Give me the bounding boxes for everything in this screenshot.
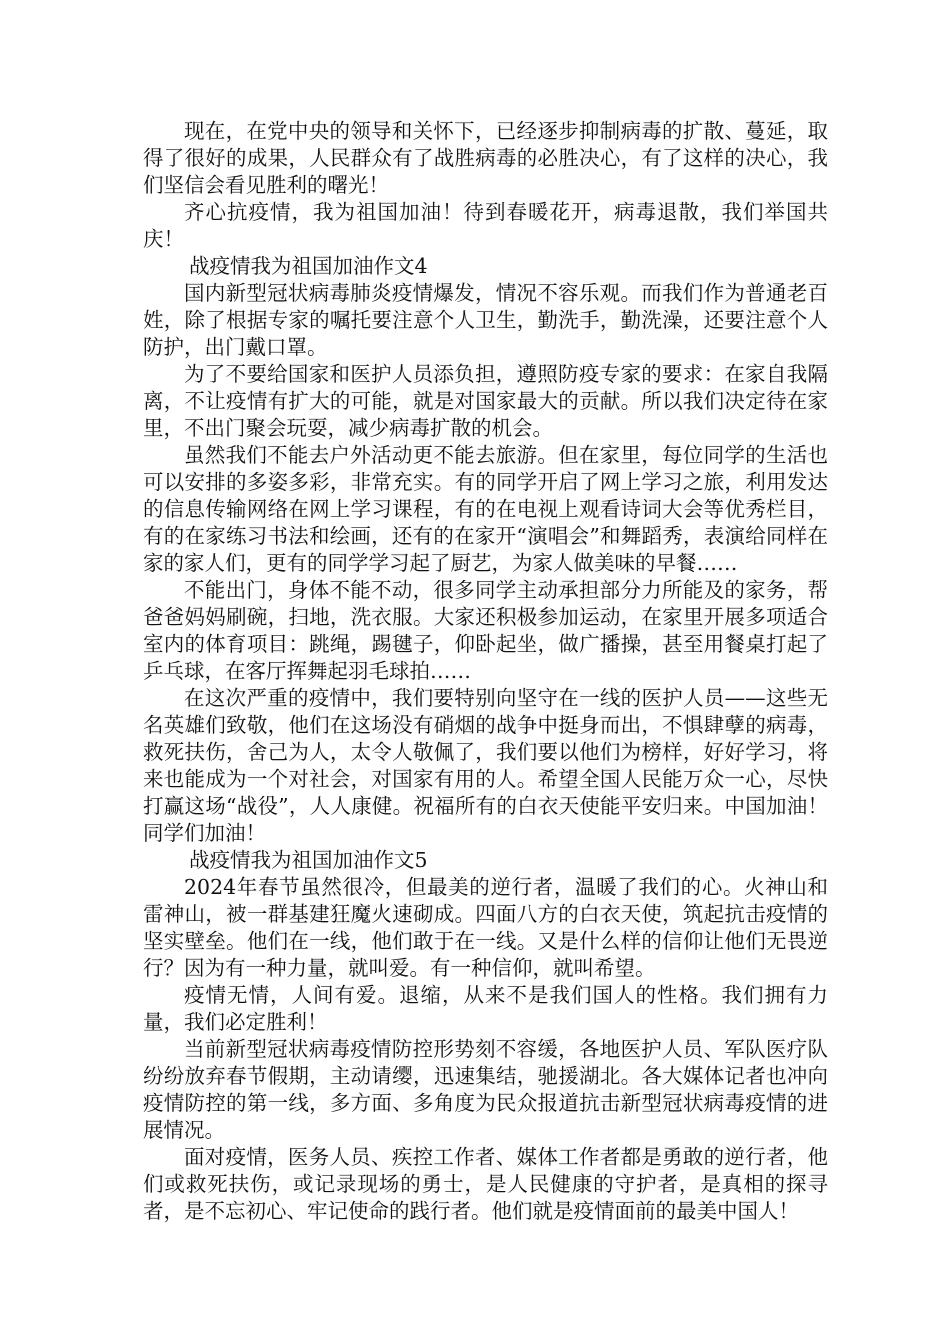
paragraph: 疫情无情，人间有爱。退缩，从来不是我们国人的性格。我们拥有力量，我们必定胜利！ xyxy=(143,983,828,1034)
paragraph: 2024年春节虽然很冷，但最美的逆行者，温暖了我们的心。火神山和雷神山，被一群基建狂魔火速砌成。四面八方的白衣天使，筑起抗击疫情的坚实壁垒。他们在一线，他们敢于在一线。又是什么样的信仰让他们无畏逆行？因为有一种力量，就叫爱。有一种信仰，就叫希望。 xyxy=(143,875,828,980)
paragraph: 当前新型冠状病毒疫情防控形势刻不容缓，各地医护人员、军队医疗队纷纷放弃春节假期，主动请缨，迅速集结，驰援湖北。各大媒体记者也冲向疫情防控的第一线，多方面、多角度为民众报道抗击新型冠状病毒疫情的进展情况。 xyxy=(143,1037,828,1142)
paragraph: 虽然我们不能去户外活动更不能去旅游。但在家里，每位同学的生活也可以安排的多姿多彩，非常充实。有的同学开启了网上学习之旅，利用发达的信息传输网络在网上学习课程，有的在电视上观看诗词大会等优秀栏目，有的在家练习书法和绘画，还有的在家开“演唱会”和舞蹈秀，表演给同样在家的家人们，更有的同学学习起了厨艺，为家人做美味的早餐…… xyxy=(143,443,828,575)
document-page xyxy=(143,118,828,1225)
paragraph: 在这次严重的疫情中，我们要特别向坚守在一线的医护人员——这些无名英雄们致敬，他们在这场没有硝烟的战争中挺身而出，不惧肆孽的病毒，救死扶伤，舍己为人，太令人敬佩了，我们要以他们为榜样，好好学习，将来也能成为一个对社会，对国家有用的人。希望全国人民能万众一心，尽快打赢这场“战役”，人人康健。祝福所有的白衣天使能平安归来。中国加油！同学们加油！ xyxy=(143,686,828,845)
paragraph: 不能出门，身体不能不动，很多同学主动承担部分力所能及的家务，帮爸爸妈妈刷碗，扫地，洗衣服。大家还积极参加运动，在家里开展多项适合室内的体育项目：跳绳，踢毽子，仰卧起坐，做广播操，甚至用餐桌打起了乒乓球，在客厅挥舞起羽毛球拍…… xyxy=(143,578,828,683)
paragraph: 为了不要给国家和医护人员添负担，遵照防疫专家的要求：在家自我隔离，不让疫情有扩大的可能，就是对国家最大的贡献。所以我们决定待在家里，不出门聚会玩耍，减少病毒扩散的机会。 xyxy=(143,362,828,440)
paragraph: 面对疫情，医务人员、疾控工作者、媒体工作者都是勇敢的逆行者，他们或救死扶伤，或记录现场的勇士，是人民健康的守护者，是真相的探寻者，是不忘初心、牢记使命的践行者。他们就是疫情面前的最美中国人！ xyxy=(143,1145,828,1223)
paragraph: 现在，在党中央的领导和关怀下，已经逐步抑制病毒的扩散、蔓延，取得了很好的成果，人民群众有了战胜病毒的必胜决心，有了这样的决心，我们坚信会看见胜利的曙光！ xyxy=(143,119,828,197)
section-heading: 战疫情我为祖国加油作文4 xyxy=(189,254,428,278)
paragraph: 国内新型冠状病毒肺炎疫情爆发，情况不容乐观。而我们作为普通老百姓，除了根据专家的嘱托要注意个人卫生，勤洗手，勤洗澡，还要注意个人防护，出门戴口罩。 xyxy=(143,281,828,359)
section-heading: 战疫情我为祖国加油作文5 xyxy=(189,848,428,872)
paragraph: 齐心抗疫情，我为祖国加油！待到春暖花开，病毒退散，我们举国共庆！ xyxy=(143,200,828,251)
